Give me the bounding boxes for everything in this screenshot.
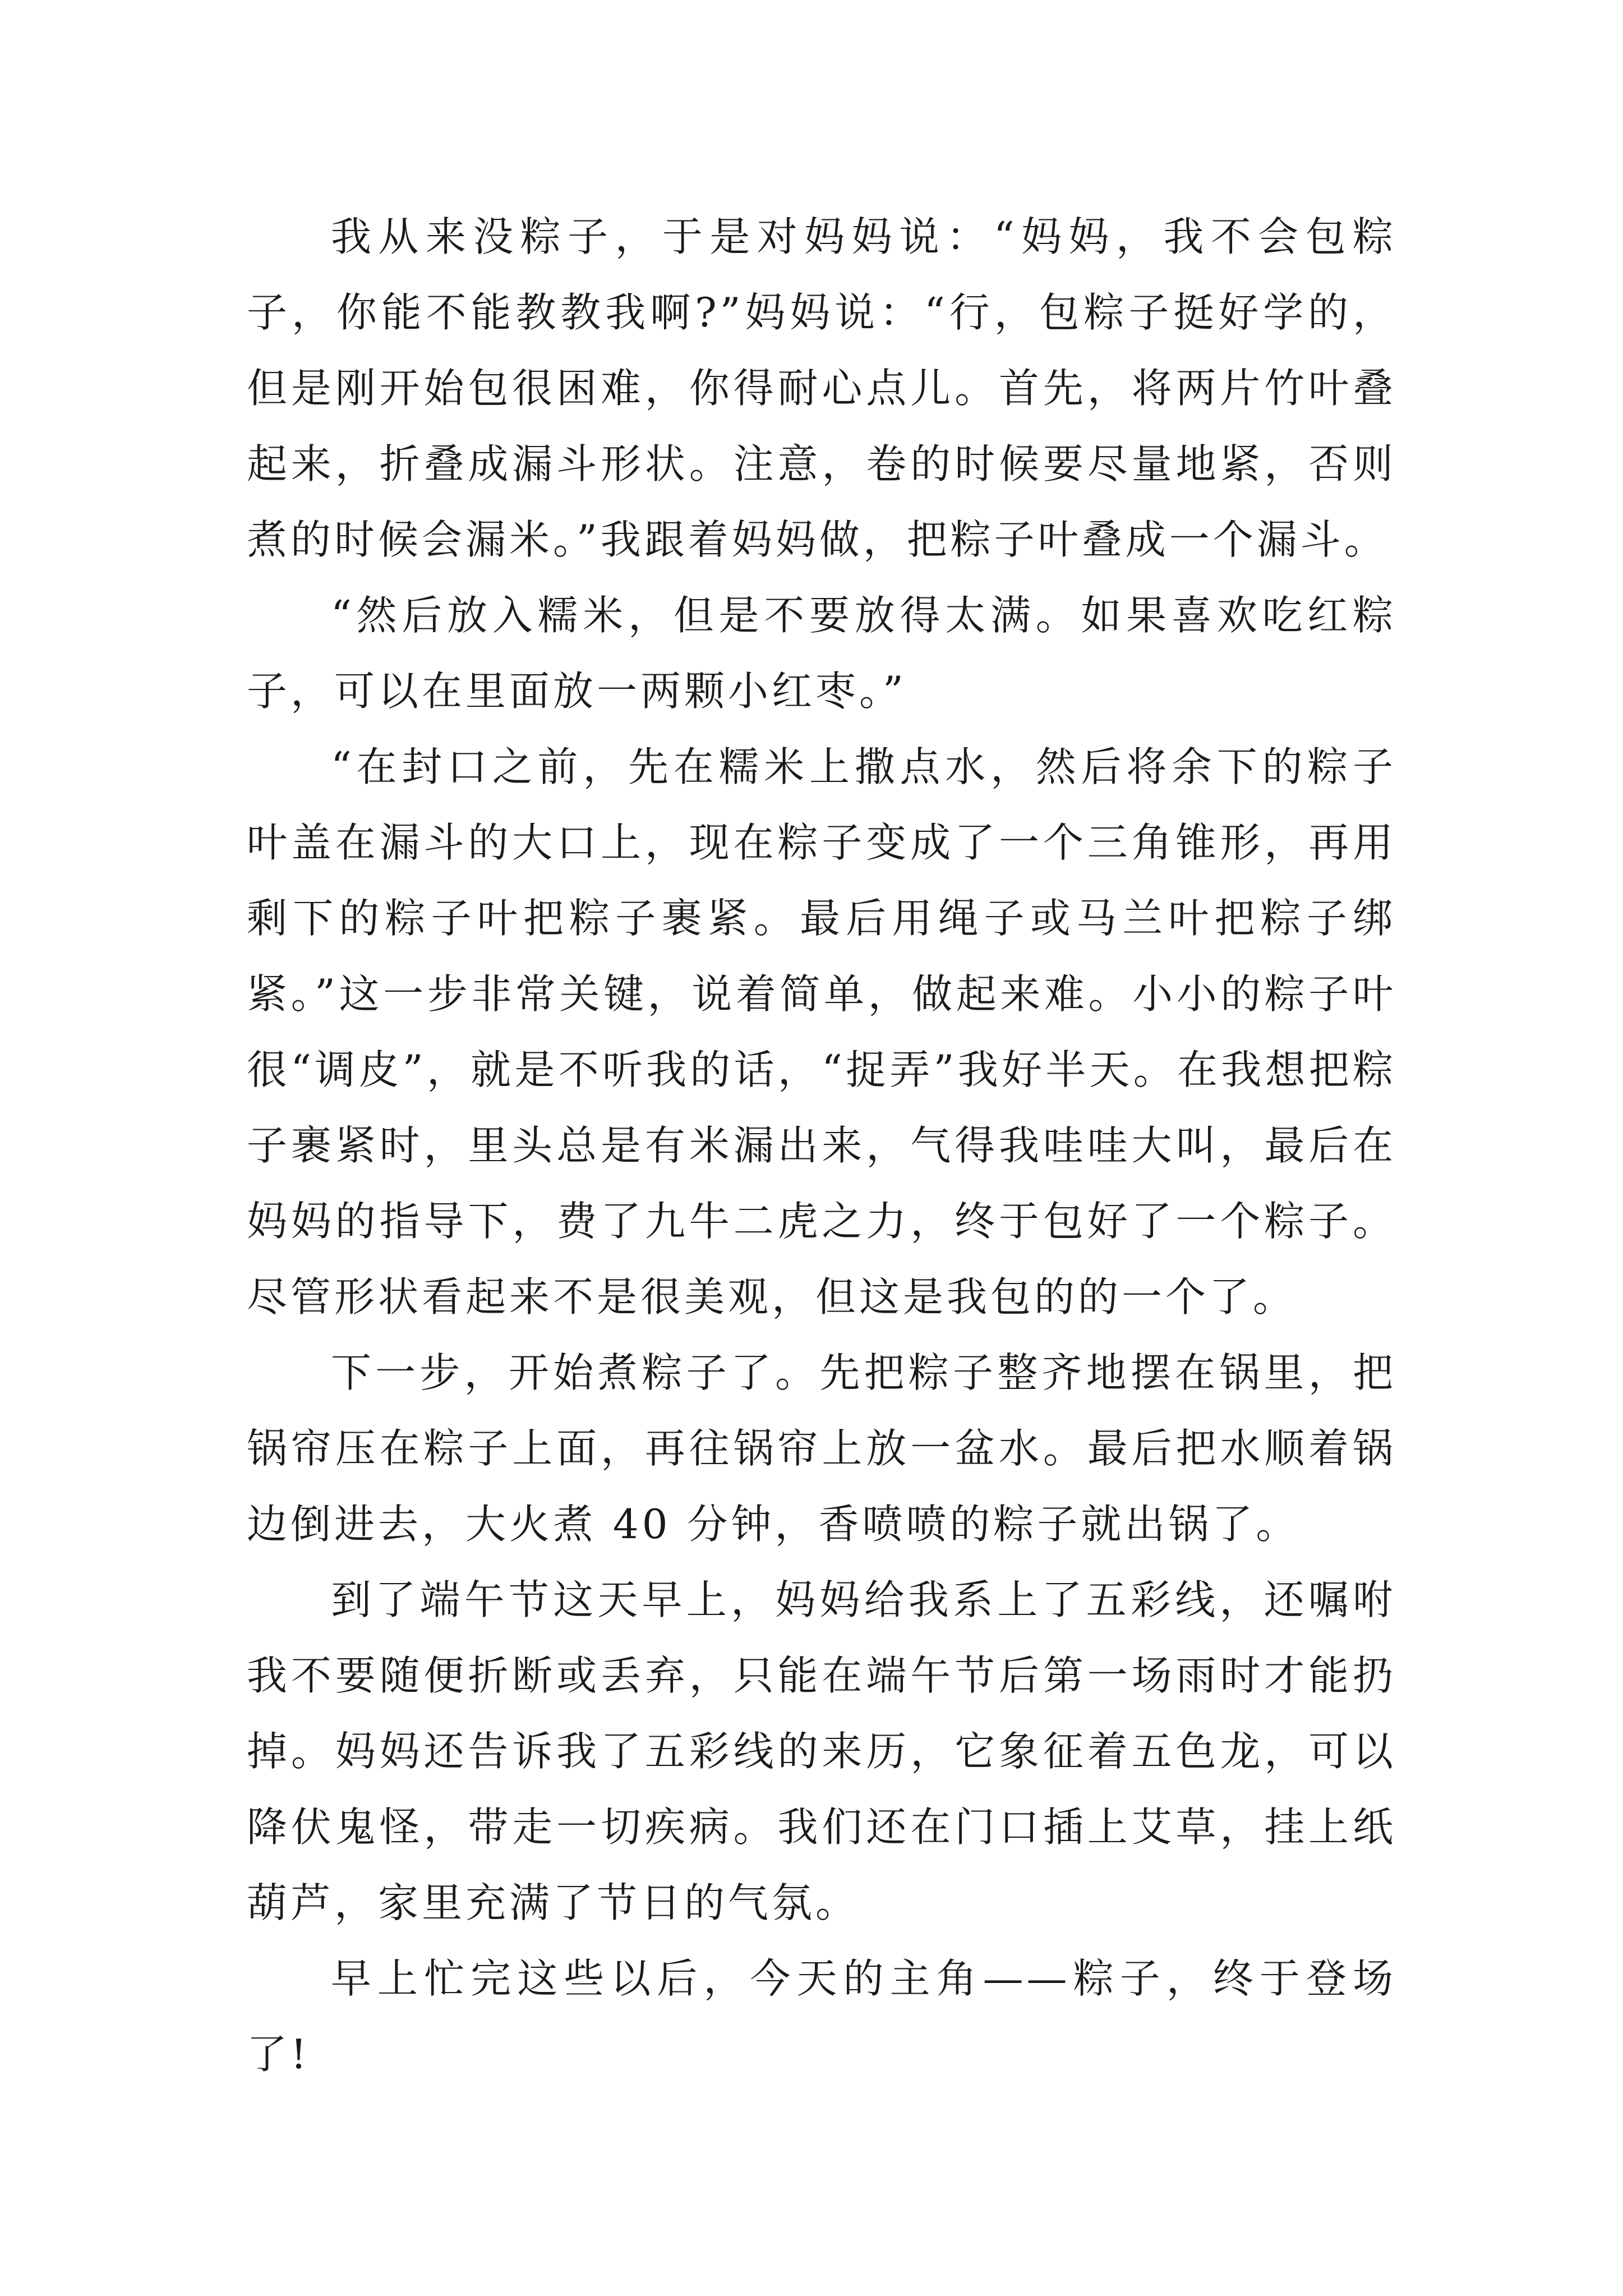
paragraph-1: 我从来没粽子，于是对妈妈说：“妈妈，我不会包粽子，你能不能教教我啊?”妈妈说：“行，包粽子挺好学的，但是刚开始包很困难，你得耐心点儿。首先，将两片竹叶叠起来，折叠成漏斗形状。注意，卷的时候要尽量地紧，否则煮的时候会漏米。”我跟着妈妈做，把粽子叶叠成一个漏斗。: [247, 213, 1396, 563]
body-text: [247, 199, 1396, 2092]
paragraph-4: 下一步，开始煮粽子了。先把粽子整齐地摆在锅里，把锅帘压在粽子上面，再往锅帘上放一盆水。最后把水顺着锅边倒进去，大火煮 40 分钟，香喷喷的粽子就出锅了。: [247, 1349, 1396, 1548]
paragraph-3: “在封口之前，先在糯米上撒点水，然后将余下的粽子叶盖在漏斗的大口上，现在粽子变成了一个三角锥形，再用剩下的粽子叶把粽子裹紧。最后用绳子或马兰叶把粽子绑紧。”这一步非常关键，说着简单，做起来难。小小的粽子叶很“调皮”，就是不听我的话，“捉弄”我好半天。在我想把粽子裹紧时，里头总是有米漏出来，气得我哇哇大叫，最后在妈妈的指导下，费了九牛二虎之力，终于包好了一个粽子。尽管形状看起来不是很美观，但这是我包的的一个了。: [247, 743, 1396, 1320]
paragraph-6: 早上忙完这些以后，今天的主角——粽子，终于登场了!: [247, 1955, 1396, 2078]
paragraph-5: 到了端午节这天早上，妈妈给我系上了五彩线，还嘱咐我不要随便折断或丢弃，只能在端午节后第一场雨时才能扔掉。妈妈还告诉我了五彩线的来历，它象征着五色龙，可以降伏鬼怪，带走一切疾病。我们还在门口插上艾草，挂上纸葫芦，家里充满了节日的气氛。: [247, 1576, 1396, 1926]
paragraph-2: “然后放入糯米，但是不要放得太满。如果喜欢吃红粽子，可以在里面放一两颗小红枣。”: [247, 592, 1396, 715]
